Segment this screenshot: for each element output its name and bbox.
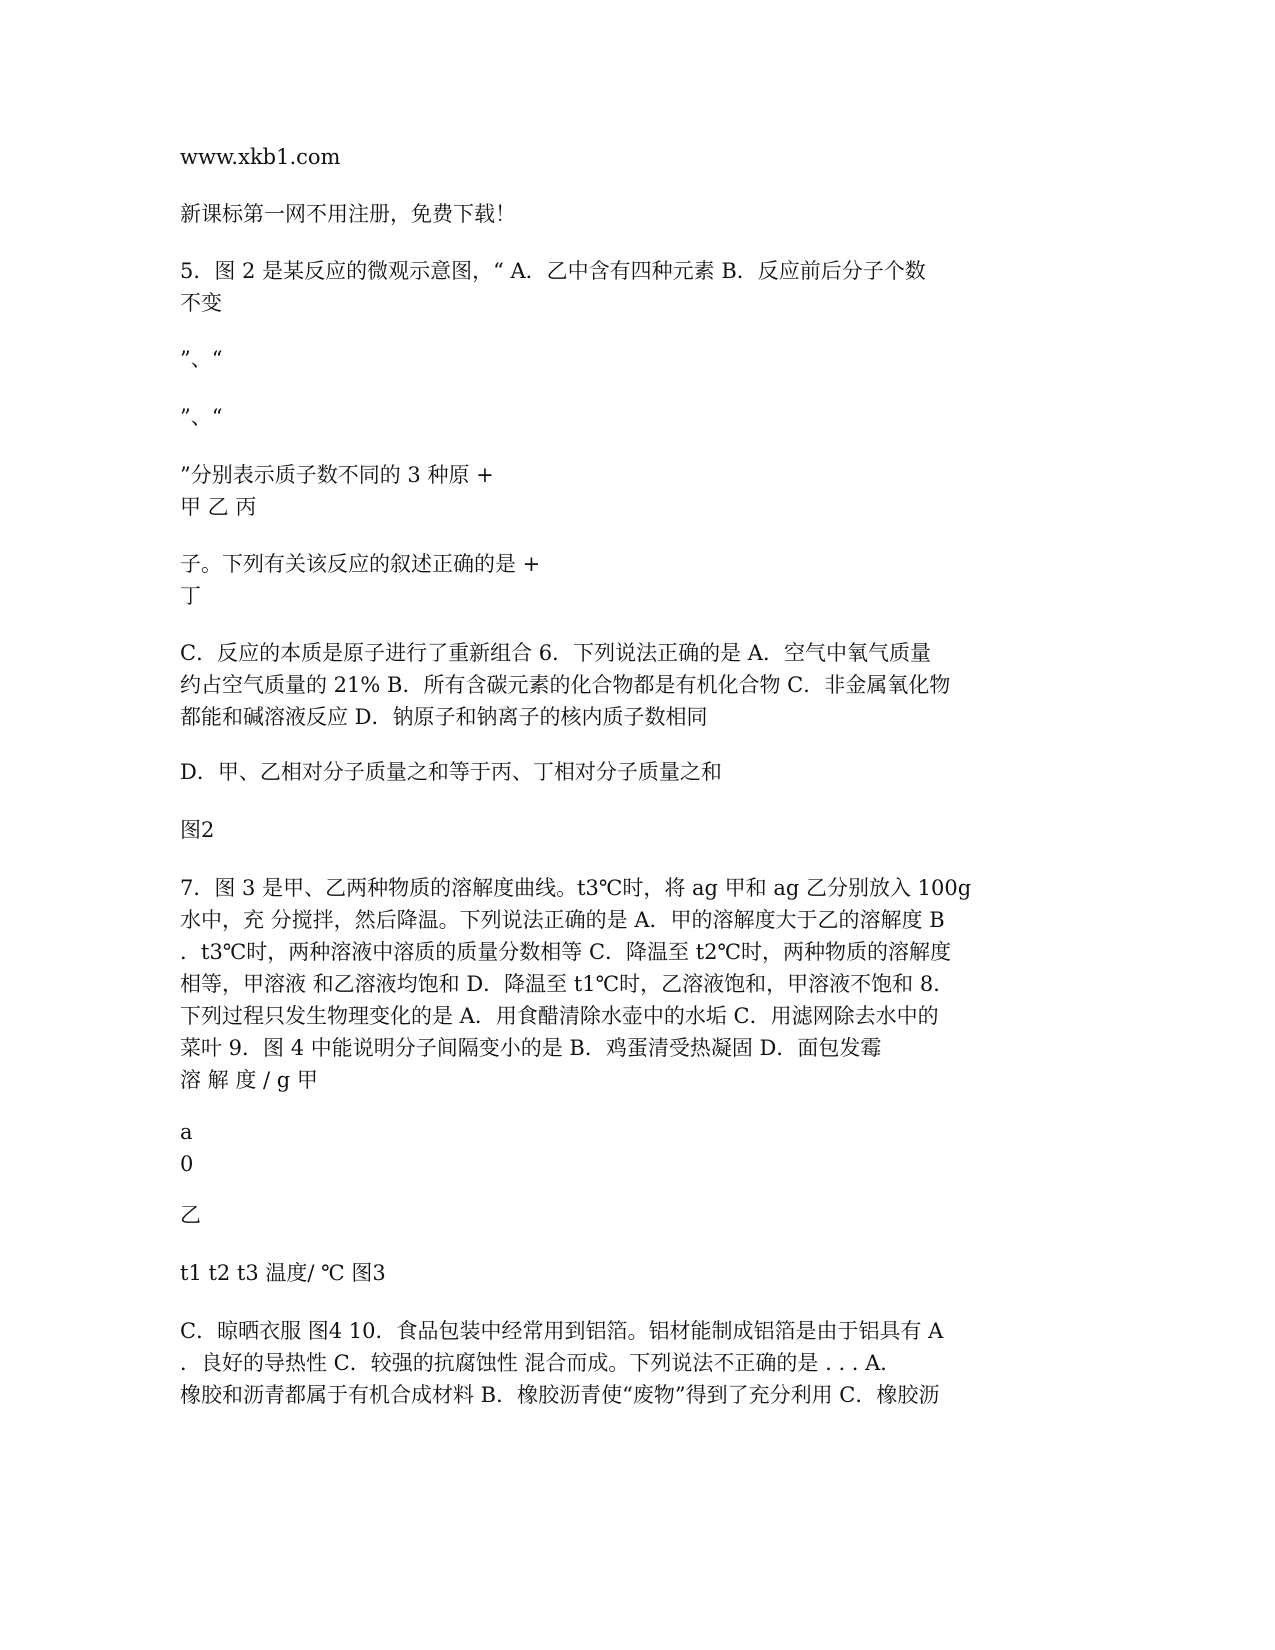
text-line: t1 t2 t3 温度/ ℃ 图3 (180, 1261, 386, 1285)
option-d-paragraph (180, 756, 1070, 788)
text-line: a (180, 1120, 193, 1144)
text-line: 0 (180, 1152, 194, 1176)
text-line: 溶 解 度 / g 甲 (180, 1068, 318, 1092)
text-line: ”、“ (180, 347, 223, 371)
text-line: D．甲、乙相对分子质量之和等于丙、丁相对分子质量之和 (180, 760, 722, 784)
site-url-text: www.xkb1.com (180, 145, 341, 169)
text-line: 下列过程只发生物理变化的是 A．用食醋清除水壶中的水垢 C．用滤网除去水中的 (180, 1004, 939, 1028)
text-line: 菜叶 9．图 4 中能说明分子间隔变小的是 B．鸡蛋清受热凝固 D．面包发霉 (180, 1036, 882, 1060)
question-7-paragraph (180, 872, 1070, 1096)
text-line: 子。下列有关该反应的叙述正确的是 + (180, 552, 541, 576)
text-line: 不变 (180, 291, 222, 315)
symbol-fragment (180, 401, 1070, 433)
site-tagline (180, 198, 1070, 230)
symbol-fragment (180, 343, 1070, 375)
text-line: 相等，甲溶液 和乙溶液均饱和 D．降温至 t1℃时，乙溶液饱和，甲溶液不饱和 8． (180, 972, 955, 996)
text-line: 5．图 2 是某反应的微观示意图，“ A．乙中含有四种元素 B．反应前后分子个数 (180, 259, 926, 283)
text-line: 甲 乙 丙 (180, 495, 257, 519)
figure-3-fragment (180, 1199, 1070, 1231)
text-line: 乙 (180, 1203, 201, 1227)
question-6-paragraph (180, 637, 1070, 733)
text-line: 丁 (180, 584, 201, 608)
text-line: C．晾晒衣服 图4 10．食品包装中经常用到铝箔。铝材能制成铝箔是由于铝具有 A (180, 1319, 944, 1343)
text-line: 7．图 3 是甲、乙两种物质的溶解度曲线。t3℃时，将 ag 甲和 ag 乙分别放入 100g (180, 876, 972, 900)
text-line: 约占空气质量的 21% B．所有含碳元素的化合物都是有机化合物 C．非金属氧化物 (180, 673, 951, 697)
text-line: 图2 (180, 818, 215, 842)
text-line: 水中，充 分搅拌，然后降温。下列说法正确的是 A．甲的溶解度大于乙的溶解度 B (180, 908, 945, 932)
question-5-continuation (180, 548, 1070, 612)
figure-3-fragment (180, 1116, 1070, 1180)
text-line: ”分别表示质子数不同的 3 种原 + (180, 463, 494, 487)
text-line: C．反应的本质是原子进行了重新组合 6．下列说法正确的是 A．空气中氧气质量 (180, 641, 931, 665)
text-line: ．良好的导热性 C．较强的抗腐蚀性 混合而成。下列说法不正确的是 . . . A． (180, 1351, 902, 1375)
text-line: 橡胶和沥青都属于有机合成材料 B．橡胶沥青使“废物”得到了充分利用 C．橡胶沥 (180, 1383, 940, 1407)
question-10-paragraph (180, 1315, 1070, 1411)
site-url (180, 141, 1070, 173)
text-line: ”、“ (180, 405, 223, 429)
site-tagline-text: 新课标第一网不用注册，免费下载！ (180, 202, 516, 226)
text-line: 都能和碱溶液反应 D．钠原子和钠离子的核内质子数相同 (180, 705, 708, 729)
question-5-continuation (180, 459, 1070, 523)
text-line: ．t3℃时，两种溶液中溶质的质量分数相等 C．降温至 t2℃时，两种物质的溶解度 (180, 940, 951, 964)
figure-2-caption (180, 814, 1070, 846)
question-5-paragraph (180, 255, 1070, 319)
figure-3-caption (180, 1257, 1070, 1289)
